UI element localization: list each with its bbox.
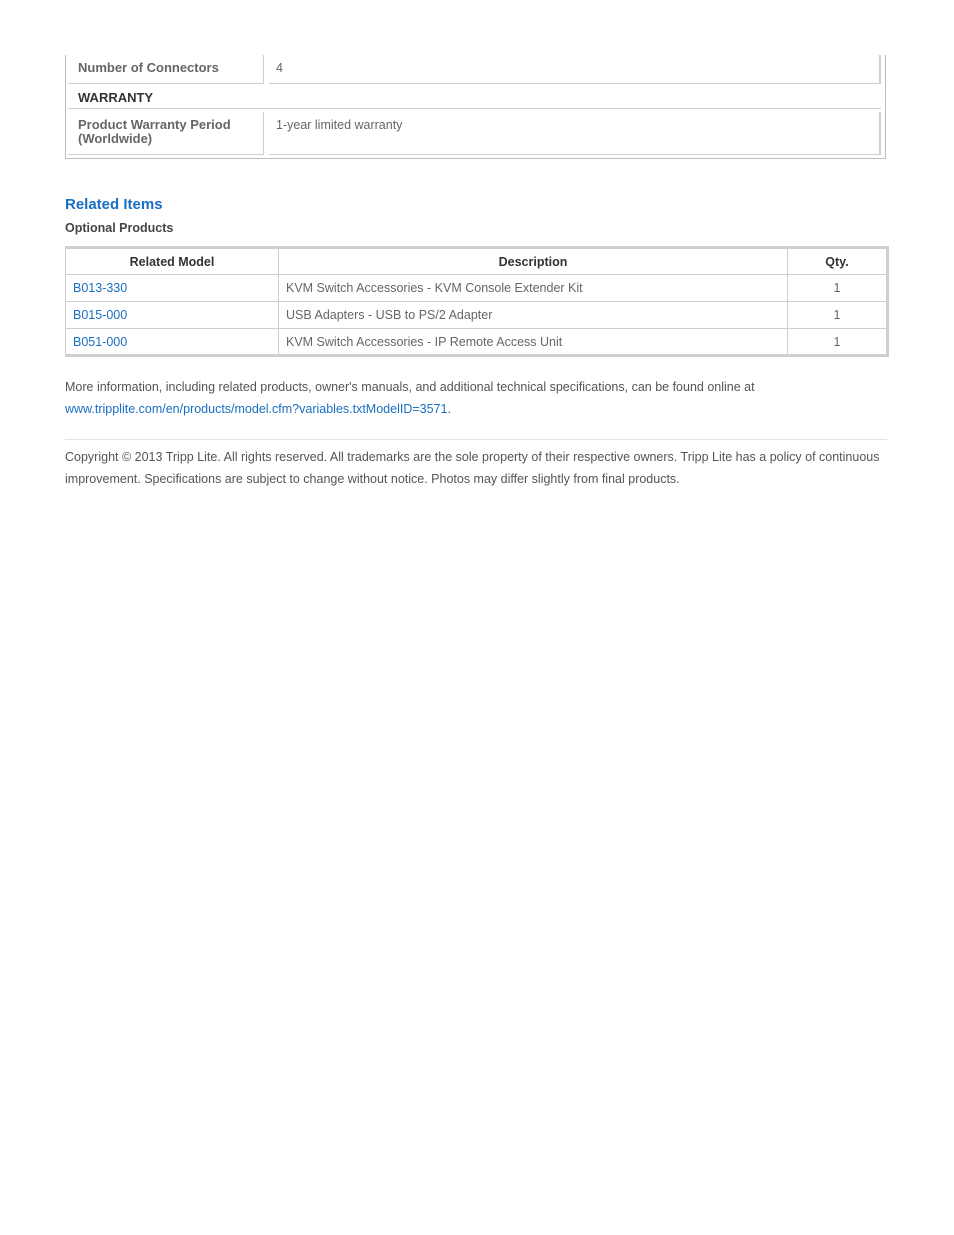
spec-value-connectors: 4 — [269, 55, 881, 84]
model-link[interactable]: B013-330 — [66, 275, 279, 302]
description-cell: KVM Switch Accessories - KVM Console Extender Kit — [279, 275, 788, 302]
more-info-text: More information, including related products, owner's manuals, and additional technical specifications, can be found online at — [65, 380, 755, 394]
spec-label-connectors: Number of Connectors — [68, 55, 264, 84]
column-header-qty: Qty. — [788, 248, 888, 275]
description-cell: USB Adapters - USB to PS/2 Adapter — [279, 302, 788, 329]
qty-cell: 1 — [788, 329, 888, 356]
table-row — [66, 275, 888, 302]
table-header-row — [66, 248, 888, 275]
table-row — [66, 302, 888, 329]
copyright-text: Copyright © 2013 Tripp Lite. All rights reserved. All trademarks are the sole property of their respective owners. Tripp Lite has a policy of continuous improvement. Specifications are subject to change without notice. Photos may differ slightly from final products. — [65, 450, 880, 486]
divider — [65, 439, 887, 440]
more-info-suffix: . — [447, 402, 451, 416]
spec-section-warranty: WARRANTY — [68, 85, 881, 109]
spec-value-warranty-period: 1-year limited warranty — [269, 112, 881, 155]
optional-products-title: Optional Products — [65, 221, 174, 235]
table-row — [66, 329, 888, 356]
more-info-paragraph — [65, 376, 887, 420]
qty-cell: 1 — [788, 275, 888, 302]
related-products-table — [65, 246, 889, 357]
related-items-title: Related Items — [65, 196, 163, 213]
model-link[interactable]: B051-000 — [66, 329, 279, 356]
column-header-model: Related Model — [66, 248, 279, 275]
spec-label-warranty-period: Product Warranty Period (Worldwide) — [68, 112, 264, 155]
column-header-description: Description — [279, 248, 788, 275]
spec-table — [65, 55, 886, 159]
description-cell: KVM Switch Accessories - IP Remote Access Unit — [279, 329, 788, 356]
model-link[interactable]: B015-000 — [66, 302, 279, 329]
qty-cell: 1 — [788, 302, 888, 329]
product-page-link[interactable]: www.tripplite.com/en/products/model.cfm?variables.txtModelID=3571 — [65, 402, 448, 416]
